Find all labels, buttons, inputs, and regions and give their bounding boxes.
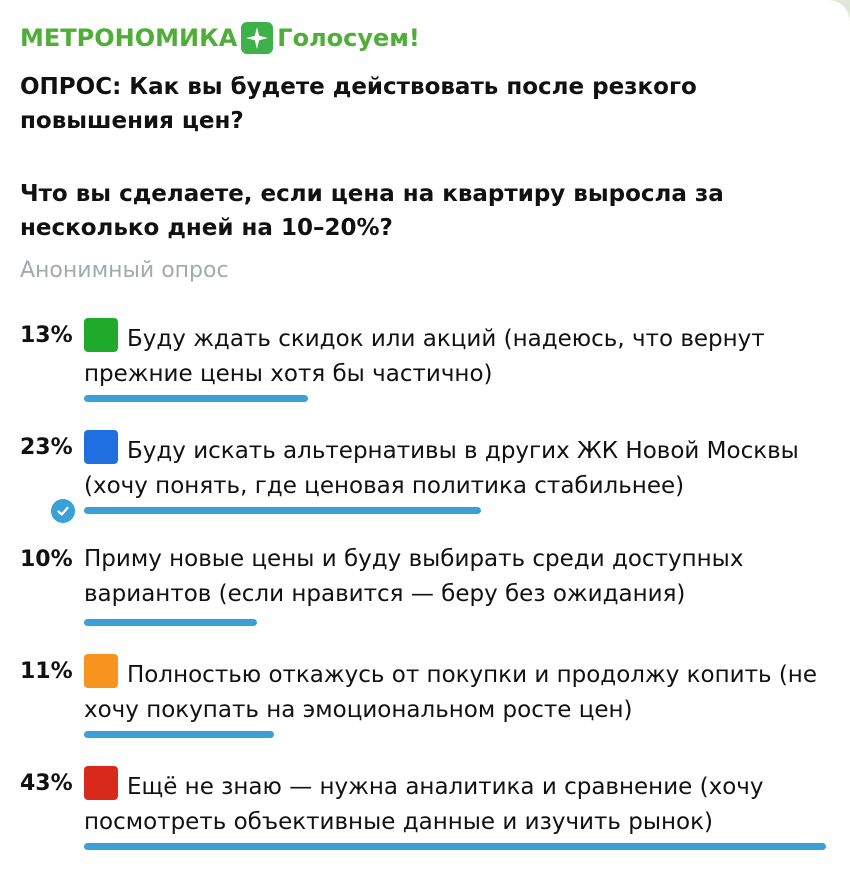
result-bar <box>84 507 481 514</box>
orange-square-icon <box>84 654 118 688</box>
option-text <box>84 766 834 840</box>
option-text <box>84 318 834 392</box>
result-bar <box>84 619 257 626</box>
result-bar <box>84 395 308 402</box>
poll-type-label: Анонимный опрос <box>20 258 229 283</box>
option-percent: 11% <box>20 659 73 684</box>
option-label: Полностью откажусь от покупки и продолжу копить (не хочу покупать на эмоциональном росте цен) <box>84 662 817 723</box>
option-percent: 10% <box>20 547 73 572</box>
poll-subquestion: Что вы сделаете, если цена на квартиру выросла за несколько дней на 10–20%? <box>20 181 724 241</box>
option-text <box>84 430 834 504</box>
option-text <box>84 542 834 612</box>
channel-suffix: Голосуем! <box>277 24 420 52</box>
chosen-check-icon <box>49 497 77 525</box>
blue-square-icon <box>84 430 118 464</box>
option-label: Буду искать альтернативы в других ЖК Новой Москвы (хочу понять, где ценовая политика стабильнее) <box>84 438 799 499</box>
option-label: Приму новые цены и буду выбирать среди доступных вариантов (если нравится — беру без ожидания) <box>84 546 744 607</box>
channel-name[interactable]: МЕТРОНОМИКА <box>20 24 238 52</box>
option-text <box>84 654 834 728</box>
option-percent: 23% <box>20 435 73 460</box>
poll-question: ОПРОС: Как вы будете действовать после резкого повышения цен? <box>20 74 697 134</box>
option-label: Буду ждать скидок или акций (надеюсь, что вернут прежние цены хотя бы частично) <box>84 326 765 387</box>
green-square-icon <box>84 318 118 352</box>
sparkle-icon <box>241 22 273 54</box>
option-percent: 13% <box>20 323 73 348</box>
result-bar <box>84 731 274 738</box>
option-label: Ещё не знаю — нужна аналитика и сравнение (хочу посмотреть объективные данные и изучить рынок) <box>84 774 764 835</box>
option-percent: 43% <box>20 771 73 796</box>
result-bar <box>84 843 826 850</box>
red-square-icon <box>84 766 118 800</box>
channel-header[interactable] <box>20 22 420 54</box>
